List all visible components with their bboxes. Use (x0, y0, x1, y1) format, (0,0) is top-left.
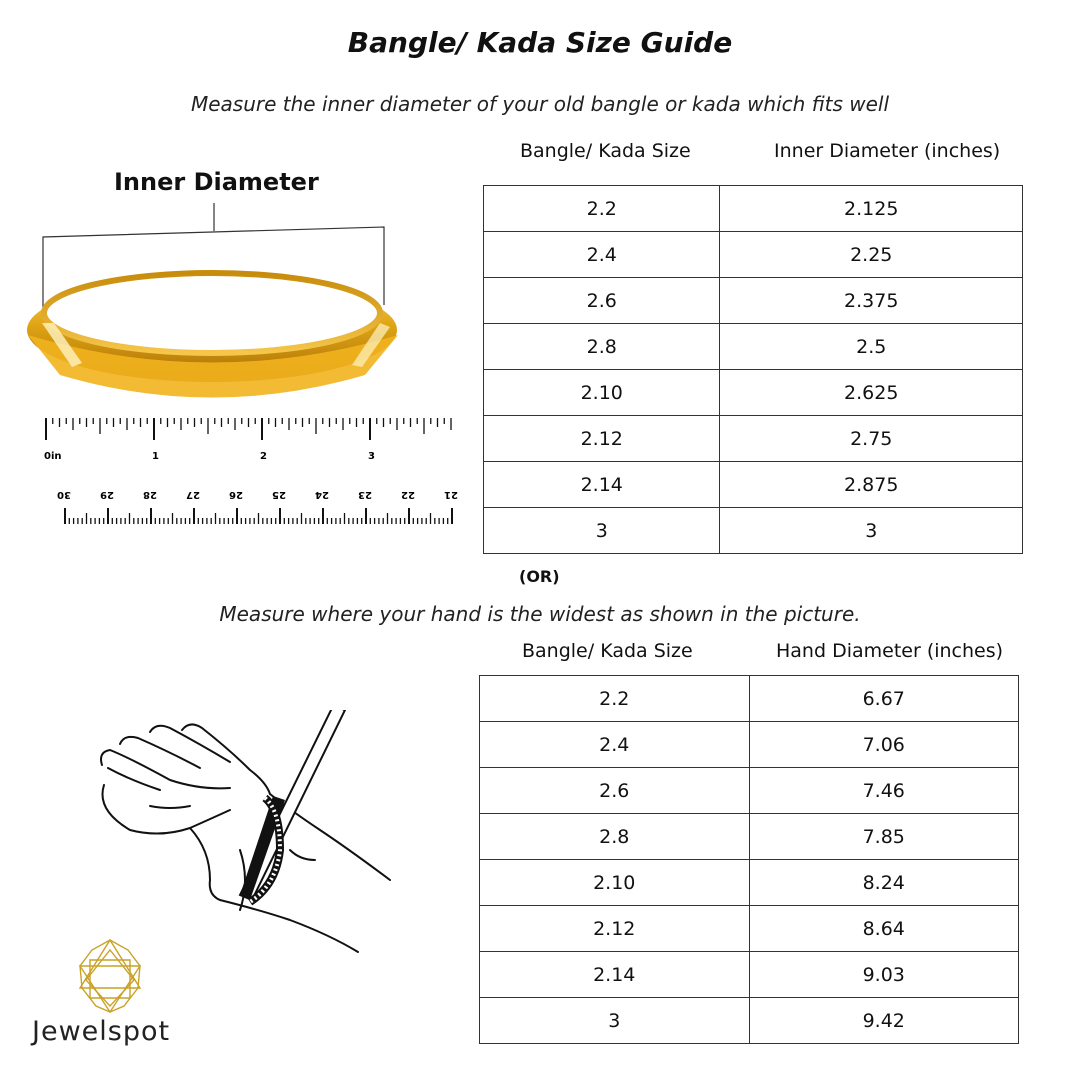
inner-table-diameter-header: Inner Diameter (inches) (774, 140, 1001, 162)
ruler-cm-label: 24 (315, 489, 329, 500)
diameter-cell: 6.67 (749, 676, 1019, 722)
ruler-cm-label: 29 (100, 489, 114, 500)
ruler-cm-label: 21 (444, 489, 458, 500)
table-row (484, 232, 1023, 278)
size-cell: 2.12 (480, 906, 750, 952)
ruler-inch-label: 0in (44, 451, 62, 462)
size-cell: 2.6 (480, 768, 750, 814)
size-cell: 2.8 (484, 324, 720, 370)
ruler-cm-label: 27 (186, 489, 200, 500)
size-cell: 2.14 (484, 462, 720, 508)
diameter-cell: 2.25 (720, 232, 1023, 278)
table-row (480, 814, 1019, 860)
inner-diameter-table (483, 185, 1023, 554)
size-cell: 3 (480, 998, 750, 1044)
ruler-cm-label: 22 (401, 489, 415, 500)
size-cell: 2.2 (480, 676, 750, 722)
gold-bangle-illustration (27, 273, 398, 398)
inner-diameter-label: Inner Diameter (114, 168, 319, 196)
hand-outline-icon (101, 724, 390, 952)
diameter-cell: 7.46 (749, 768, 1019, 814)
table-row (484, 508, 1023, 554)
table-row (480, 952, 1019, 998)
diameter-cell: 2.5 (720, 324, 1023, 370)
diameter-cell: 9.42 (749, 998, 1019, 1044)
brand-name: Jewelspot (32, 1016, 171, 1047)
ruler-cm-label: 28 (143, 489, 157, 500)
table-row (480, 768, 1019, 814)
inner-diameter-instruction: Measure the inner diameter of your old bangle or kada which fits well (190, 92, 890, 116)
hand-diameter-table (479, 675, 1019, 1044)
hand-table-diameter-header: Hand Diameter (inches) (776, 640, 1004, 662)
ruler-cm-label: 30 (57, 489, 71, 500)
table-row (480, 722, 1019, 768)
jewelspot-logo-icon (68, 936, 152, 1016)
ruler-inch-label: 3 (368, 451, 375, 462)
cm-scale-ticks (65, 508, 452, 524)
size-cell: 3 (484, 508, 720, 554)
diameter-cell: 2.125 (720, 186, 1023, 232)
hand-measuring-tape-illustration (90, 710, 400, 960)
page-title: Bangle/ Kada Size Guide (347, 26, 733, 59)
size-cell: 2.10 (480, 860, 750, 906)
ruler-cm-label: 25 (272, 489, 286, 500)
inch-scale-ticks (46, 418, 451, 440)
size-cell: 2.2 (484, 186, 720, 232)
size-cell: 2.8 (480, 814, 750, 860)
table-row (480, 676, 1019, 722)
table-row (484, 278, 1023, 324)
diameter-cell: 2.625 (720, 370, 1023, 416)
ruler-cm-label: 23 (358, 489, 372, 500)
diameter-cell: 8.24 (749, 860, 1019, 906)
ruler-cm-label: 26 (229, 489, 243, 500)
size-cell: 2.4 (484, 232, 720, 278)
table-row (484, 324, 1023, 370)
table-row (484, 186, 1023, 232)
diameter-cell: 7.85 (749, 814, 1019, 860)
table-row (484, 416, 1023, 462)
table-row (480, 998, 1019, 1044)
diameter-cell: 2.875 (720, 462, 1023, 508)
diameter-cell: 3 (720, 508, 1023, 554)
size-cell: 2.6 (484, 278, 720, 324)
table-row (484, 462, 1023, 508)
ruler-inch-label: 2 (260, 451, 267, 462)
diameter-cell: 2.75 (720, 416, 1023, 462)
diameter-cell: 7.06 (749, 722, 1019, 768)
hand-measure-instruction: Measure where your hand is the widest as shown in the picture. (219, 602, 861, 626)
or-separator: (OR) (519, 567, 560, 586)
ruler-inch-label: 1 (152, 451, 159, 462)
measurement-ruler (40, 412, 465, 532)
size-cell: 2.4 (480, 722, 750, 768)
inner-table-size-header: Bangle/ Kada Size (520, 140, 691, 162)
table-row (484, 370, 1023, 416)
measuring-tape-icon (240, 710, 345, 902)
diameter-cell: 2.375 (720, 278, 1023, 324)
hand-table-size-header: Bangle/ Kada Size (522, 640, 693, 662)
size-cell: 2.12 (484, 416, 720, 462)
bangle-diagram (20, 195, 440, 415)
diameter-cell: 9.03 (749, 952, 1019, 998)
table-row (480, 906, 1019, 952)
size-cell: 2.10 (484, 370, 720, 416)
table-row (480, 860, 1019, 906)
size-cell: 2.14 (480, 952, 750, 998)
diameter-cell: 8.64 (749, 906, 1019, 952)
